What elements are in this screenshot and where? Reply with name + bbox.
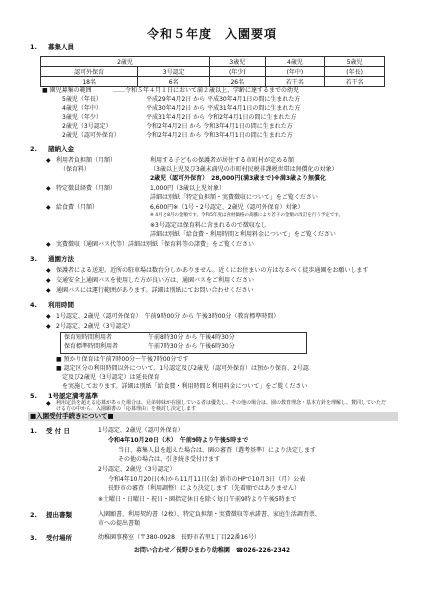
section-3-heading: 通園方法 (48, 255, 74, 263)
fee3-line: ※3号認定は保育料に含まれるので徴収なし (150, 222, 267, 229)
cap-value: 若干名 (265, 77, 325, 87)
criteria-line: 利用定員を超える応募があった場合は、兄弟姉妹が在園している者は優先し、その他の場合は、園の教育理念・基本方針を理解し、賛同していただける方の中から、入園願書の「応募理由」を検討し決定します (56, 400, 386, 412)
section-1-heading: 募集人員 (48, 43, 74, 51)
transport-item: 保護者による送迎。近所の駐車場は数台分しかありません。近くにお住まいの方はなるべく徒歩通園をお願いします (56, 267, 369, 274)
capacity-table (40, 56, 385, 87)
transport-bullet: ◆ (46, 267, 51, 274)
fee1-line: （3歳以上児及び3歳未満児の市町村民税非課税世帯は無償化の対象） (150, 166, 338, 173)
fee1-bullet: ◆ (46, 157, 51, 164)
fee1-line: 2歳児（認可外保育） 28,000円(満3歳まで)※満3歳より無償化 (150, 175, 326, 182)
cap-header-2yo: 2歳児 (41, 57, 210, 67)
fee1-sub: （保育料） (60, 166, 91, 173)
fee3-line: 詳細は別紙「給食費・利用時間と利用料金について」をご覧ください (150, 231, 336, 238)
transport-bullet: ◆ (46, 287, 51, 294)
fee4-bullet: ◆ (46, 241, 51, 248)
reception-line: 2号認定、2歳児（3号認定） (98, 466, 176, 473)
reception-line: その他の場合は、引き続き受付けます (118, 456, 221, 463)
age-label: 3歳児（年少） (62, 114, 102, 121)
cap-header-4yo: 4歳児 (265, 57, 325, 67)
section-2-heading: 諸納入金 (48, 145, 74, 153)
age-label: 2歳児（3号認定） (62, 123, 112, 130)
age-text: 平成30年4月2日 から 平成31年4月1日の間に生まれた方 (146, 105, 301, 112)
reception-line: 長野市の審査（利用調整）により決定します（先着順ではありません） (108, 485, 301, 492)
hours-line2: 2号認定、2歳児（3号認定） (56, 323, 134, 330)
criteria-bullet: ◆ (46, 400, 51, 407)
fee2-line: 1,000円（3歳以上児対象） (150, 185, 225, 192)
fee2-line: 詳細は別紙「特定負担額・実費徴収について」をご覧ください (150, 194, 318, 201)
fee3-bullet: ◆ (46, 204, 51, 211)
hours-sub-label: 保育短時間利用者 (64, 334, 113, 341)
reception-3-label: 受付場所 (46, 534, 72, 542)
cap-value: 26名 (210, 77, 266, 87)
reception-line: ※土曜日・日曜日・祝日・園指定休日を除く毎日午前9時より午後5時まで (98, 496, 297, 503)
hours-line1: 1号認定、2歳児（認可外保育） 午前9時00分 から 午後3時00分（教育標準時間） (56, 313, 280, 320)
documents-line: 市への提出書類 (98, 520, 141, 527)
hours-bullet: ◆ (46, 323, 51, 330)
section-2-number: 2. (30, 145, 37, 153)
documents-line: 入園願書、利用契約書（2枚）、特定負担額・実費徴収等承諾書、家庭生活調査票、 (98, 511, 321, 518)
age-text: 令和2年4月2日 から 令和3年4月1日の間に生まれた方 (146, 132, 293, 139)
fee3-line: 6,600円※（1号・2号認定、2歳児（認可外保育）対象） (150, 204, 304, 211)
range-text: ……令和５年４月１日において満２歳以上、学齢に達するまでの幼児 (113, 87, 300, 94)
age-text: 令和2年4月2日 から 令和3年4月1日の間に生まれた方 (146, 123, 293, 130)
reception-date-main: 令和4年10月20日（木） 午前9時より午後5時まで (108, 437, 249, 444)
range-label: ■ 園児募集の範囲 (42, 87, 92, 94)
reception-line: 令和4年10月20日(木)から11月11日(金) 新市のHPで10月3日（月）公表 (108, 476, 306, 483)
age-text: 平成31年4月2日 から 令和2年4月1日の間に生まれた方 (146, 114, 297, 121)
hours-sub-label: 保育標準時間利用者 (64, 343, 119, 350)
fee1-line: 利用する子どもの保護者が居住する市町村が定める額 (150, 157, 295, 164)
fee1-label: 利用者負担額（月額） (56, 157, 117, 164)
age-label: 2歳児（認可外保育） (62, 132, 120, 139)
reception-3-number: 3. (30, 534, 37, 542)
age-label: 4歳児（年中） (62, 105, 102, 112)
reception-1-label: 受 付 日 (46, 427, 71, 435)
hours-note: ■ 預かり保育は午前7時00分～午後7時00分です (56, 356, 189, 363)
section-5-number: 5. (30, 392, 37, 400)
reception-2-label: 提出書類 (46, 511, 72, 519)
hours-note: 定及び2歳児（3号認定）は延長保育 (56, 374, 160, 381)
fee4-line: 実費徴収（通園バス代等）詳細は別紙「保育料等の諸費」をご覧ください (56, 241, 255, 248)
cap-value: 若干名 (325, 77, 385, 87)
procedure-heading: ■入園受付手続きについて■ (30, 412, 114, 420)
transport-item: 通園バスには運行範囲があります。詳細は別紙にてお問い合わせください (56, 287, 254, 294)
section-3-number: 3. (30, 255, 37, 263)
age-text: 平成29年4月2日 から 平成30年4月1日の間に生まれた方 (146, 96, 301, 103)
cap-header-3yo: 3歳児 (210, 57, 266, 67)
reception-line: 1号認定、2歳児（認可外保育） (98, 427, 184, 434)
reception-1-number: 1. (30, 427, 37, 435)
hours-note: を実施しております。詳細は別紙「給食費・利用時間と利用料金について」をご覧ください (56, 383, 308, 390)
section-4-heading: 利用時間 (48, 301, 74, 309)
cap-sub-type3: 3号認定 (138, 67, 210, 77)
hours-sub-text: 午前8時30分 から 午後4時30分 (148, 334, 235, 341)
hours-sub-text: 午前7時30分 から 午後6時30分 (148, 343, 235, 350)
cap-value: 18名 (41, 77, 138, 87)
hours-bullet: ◆ (46, 313, 51, 320)
reception-2-number: 2. (30, 511, 37, 519)
fee3-label: 給食費（月額） (56, 204, 99, 211)
hours-note: ■ 認定区分の利用時間以外について、1号認定及び2歳児（認可外保育）は預かり保育、2号認 (56, 365, 309, 372)
transport-item: 交通安全上通園バスを使用した方が良い方は、通園バスをご利用ください (56, 277, 255, 284)
cap-sub-nensho: (年少) (210, 67, 266, 77)
section-4-number: 4. (30, 301, 37, 309)
fee2-label: 特定徴員経費（月額） (56, 185, 117, 192)
page-title: 令和５年度 入園要項 (146, 27, 277, 41)
section-5-heading: 1号認定満考基準 (48, 392, 99, 400)
cap-sub-nencho: (年長) (325, 67, 385, 77)
reception-line: 当日、募集人員を超えた場合は、園の審査（選考基準）により決定します (118, 447, 317, 454)
cap-sub-unlicensed: 認可外保育 (41, 67, 138, 77)
age-label: 5歳児（年長） (62, 96, 102, 103)
transport-bullet: ◆ (46, 277, 51, 284)
place-text: 幼稚園事務室（〒380-0928 長野市若里1丁目22番16号） (98, 534, 260, 541)
cap-value: 6名 (138, 77, 210, 87)
fee3-note: ※ 4月と8月の金額です。令和5年度は食材価格の高騰により若干の金額の改訂を行う予定です。 (150, 213, 344, 218)
section-1-number: 1. (30, 43, 37, 51)
footer-contact: お問い合わせ／長野ひまわり幼稚園 ☎026-226-2342 (133, 547, 291, 554)
cap-sub-nenchu: (年中) (265, 67, 325, 77)
cap-header-5yo: 5歳児 (325, 57, 385, 67)
fee2-bullet: ◆ (46, 185, 51, 192)
